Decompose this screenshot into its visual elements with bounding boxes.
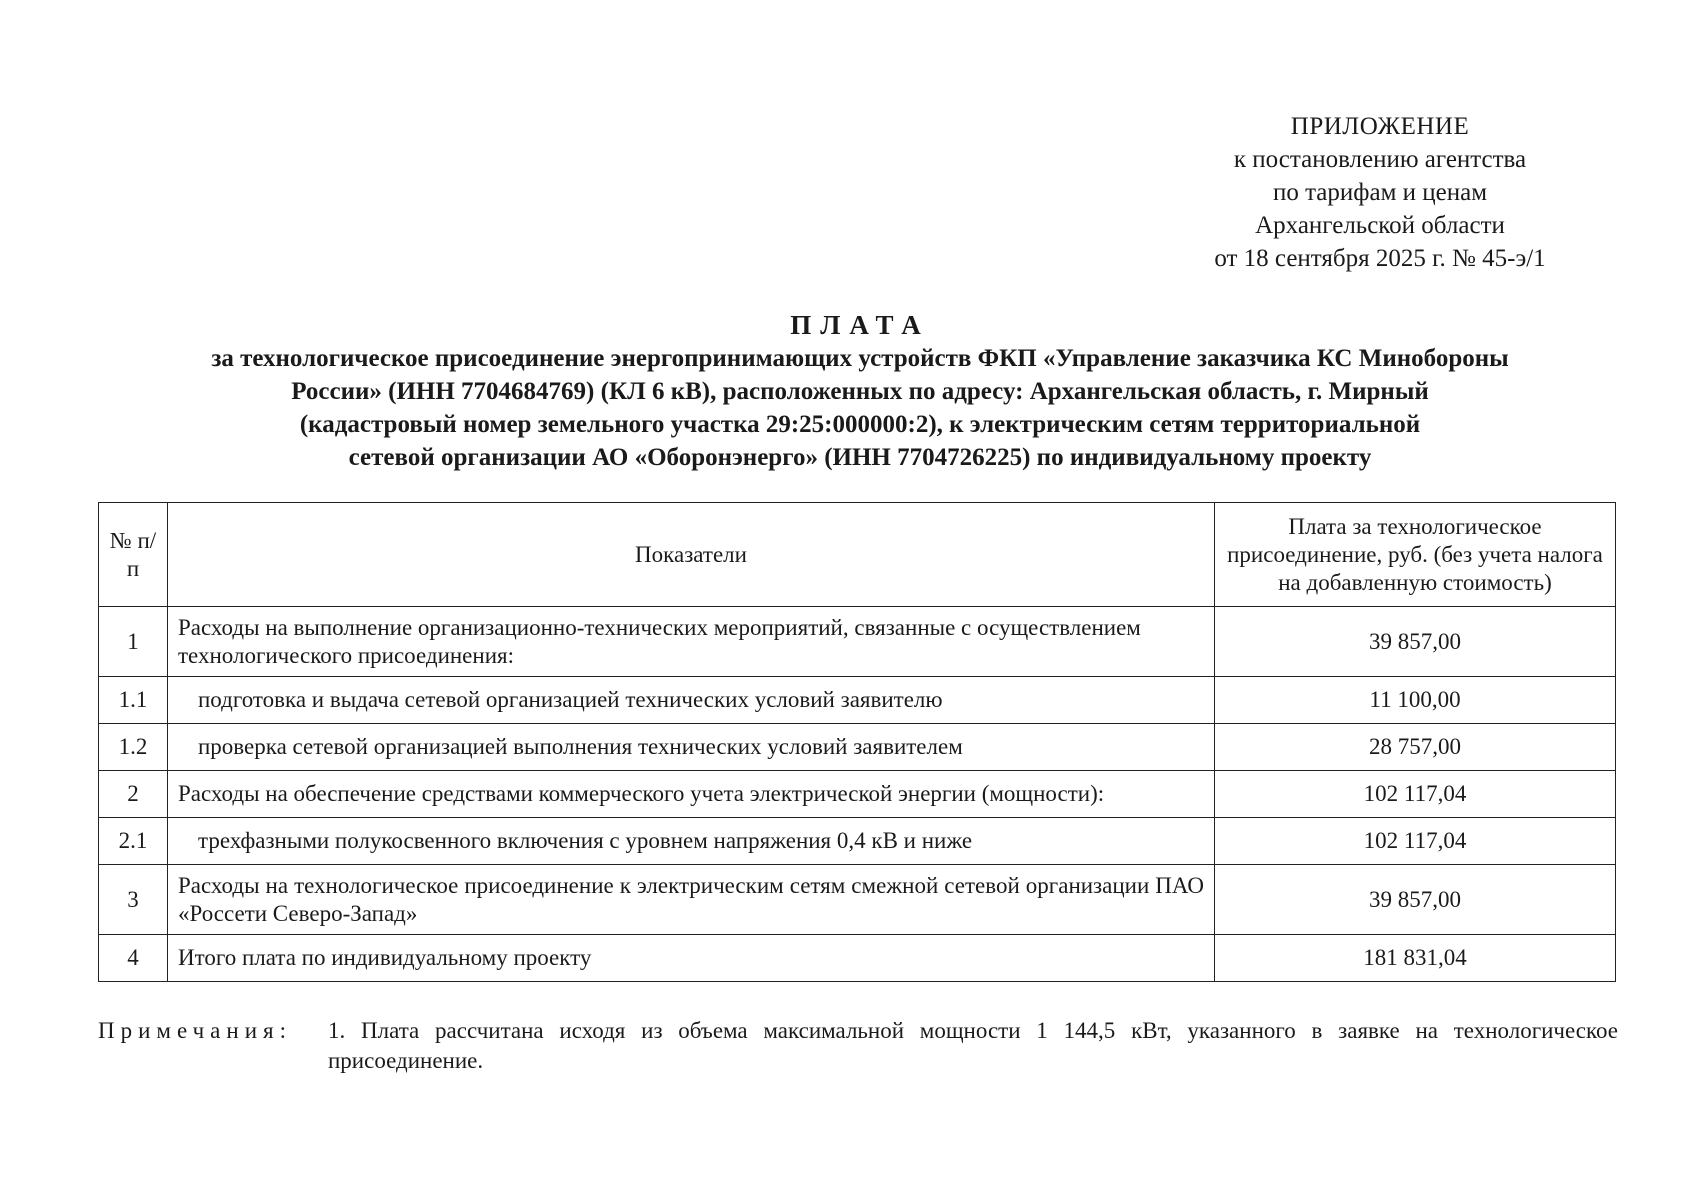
notes-section <box>98 1016 1618 1076</box>
title-line: России» (ИНН 7704684769) (КЛ 6 кВ), расположенных по адресу: Архангельская область, г. Мирный <box>291 378 1429 405</box>
table-header-row <box>99 503 1616 607</box>
table-row <box>99 607 1616 677</box>
row-num: 4 <box>99 935 168 982</box>
appendix-line: Архангельской области <box>1255 212 1505 239</box>
table-row <box>99 677 1616 724</box>
row-num: 2.1 <box>99 818 168 865</box>
row-desc: Расходы на выполнение организационно-технических мероприятий, связанные с осуществлением технологического присоединения: <box>168 607 1215 677</box>
table-row <box>99 724 1616 771</box>
row-fee: 39 857,00 <box>1215 607 1616 677</box>
notes-label: Примечания: <box>98 1018 292 1043</box>
document-title <box>90 308 1630 474</box>
header-num: № п/п <box>99 503 168 607</box>
appendix-line: к постановлению агентства <box>1233 146 1527 173</box>
notes-text: 1. Плата рассчитана исходя из объема максимальной мощности 1 144,5 кВт, указанного в заявке на технологическое присоединение. <box>328 1018 1618 1073</box>
header-indicator: Показатели <box>168 503 1215 607</box>
row-fee: 102 117,04 <box>1215 771 1616 818</box>
table-row-total <box>99 935 1616 982</box>
fees-table <box>98 502 1616 982</box>
row-fee: 39 857,00 <box>1215 865 1616 935</box>
table-row <box>99 865 1616 935</box>
table-row <box>99 771 1616 818</box>
row-fee: 28 757,00 <box>1215 724 1616 771</box>
row-num: 1.1 <box>99 677 168 724</box>
row-fee: 102 117,04 <box>1215 818 1616 865</box>
row-desc: Итого плата по индивидуальному проекту <box>168 935 1215 982</box>
row-fee: 11 100,00 <box>1215 677 1616 724</box>
title-line: сетевой организации АО «Оборонэнерго» (ИНН 7704726225) по индивидуальному проекту <box>348 444 1372 471</box>
row-desc: трехфазными полукосвенного включения с уровнем напряжения 0,4 кВ и ниже <box>168 818 1215 865</box>
appendix-block <box>1140 110 1620 275</box>
row-num: 1.2 <box>99 724 168 771</box>
row-num: 2 <box>99 771 168 818</box>
row-num: 1 <box>99 607 168 677</box>
row-num: 3 <box>99 865 168 935</box>
title-main: ПЛАТА <box>790 310 930 340</box>
title-line: за технологическое присоединение энергопринимающих устройств ФКП «Управление заказчика КС Минобороны <box>211 345 1509 372</box>
appendix-date-number: от 18 сентября 2025 г. № 45-э/1 <box>1214 245 1546 272</box>
row-desc: проверка сетевой организацией выполнения технических условий заявителем <box>168 724 1215 771</box>
appendix-heading: ПРИЛОЖЕНИЕ <box>1290 113 1470 140</box>
row-fee: 181 831,04 <box>1215 935 1616 982</box>
table-row <box>99 818 1616 865</box>
row-desc: Расходы на технологическое присоединение к электрическим сетям смежной сетевой организации ПАО «Россети Северо-Запад» <box>168 865 1215 935</box>
appendix-line: по тарифам и ценам <box>1272 179 1488 206</box>
row-desc: подготовка и выдача сетевой организацией технических условий заявителю <box>168 677 1215 724</box>
title-line: (кадастровый номер земельного участка 29:25:000000:2), к электрическим сетям территориальной <box>299 411 1421 438</box>
header-fee: Плата за технологическое присоединение, руб. (без учета налога на добавленную стоимость) <box>1215 503 1616 607</box>
row-desc: Расходы на обеспечение средствами коммерческого учета электрической энергии (мощности): <box>168 771 1215 818</box>
